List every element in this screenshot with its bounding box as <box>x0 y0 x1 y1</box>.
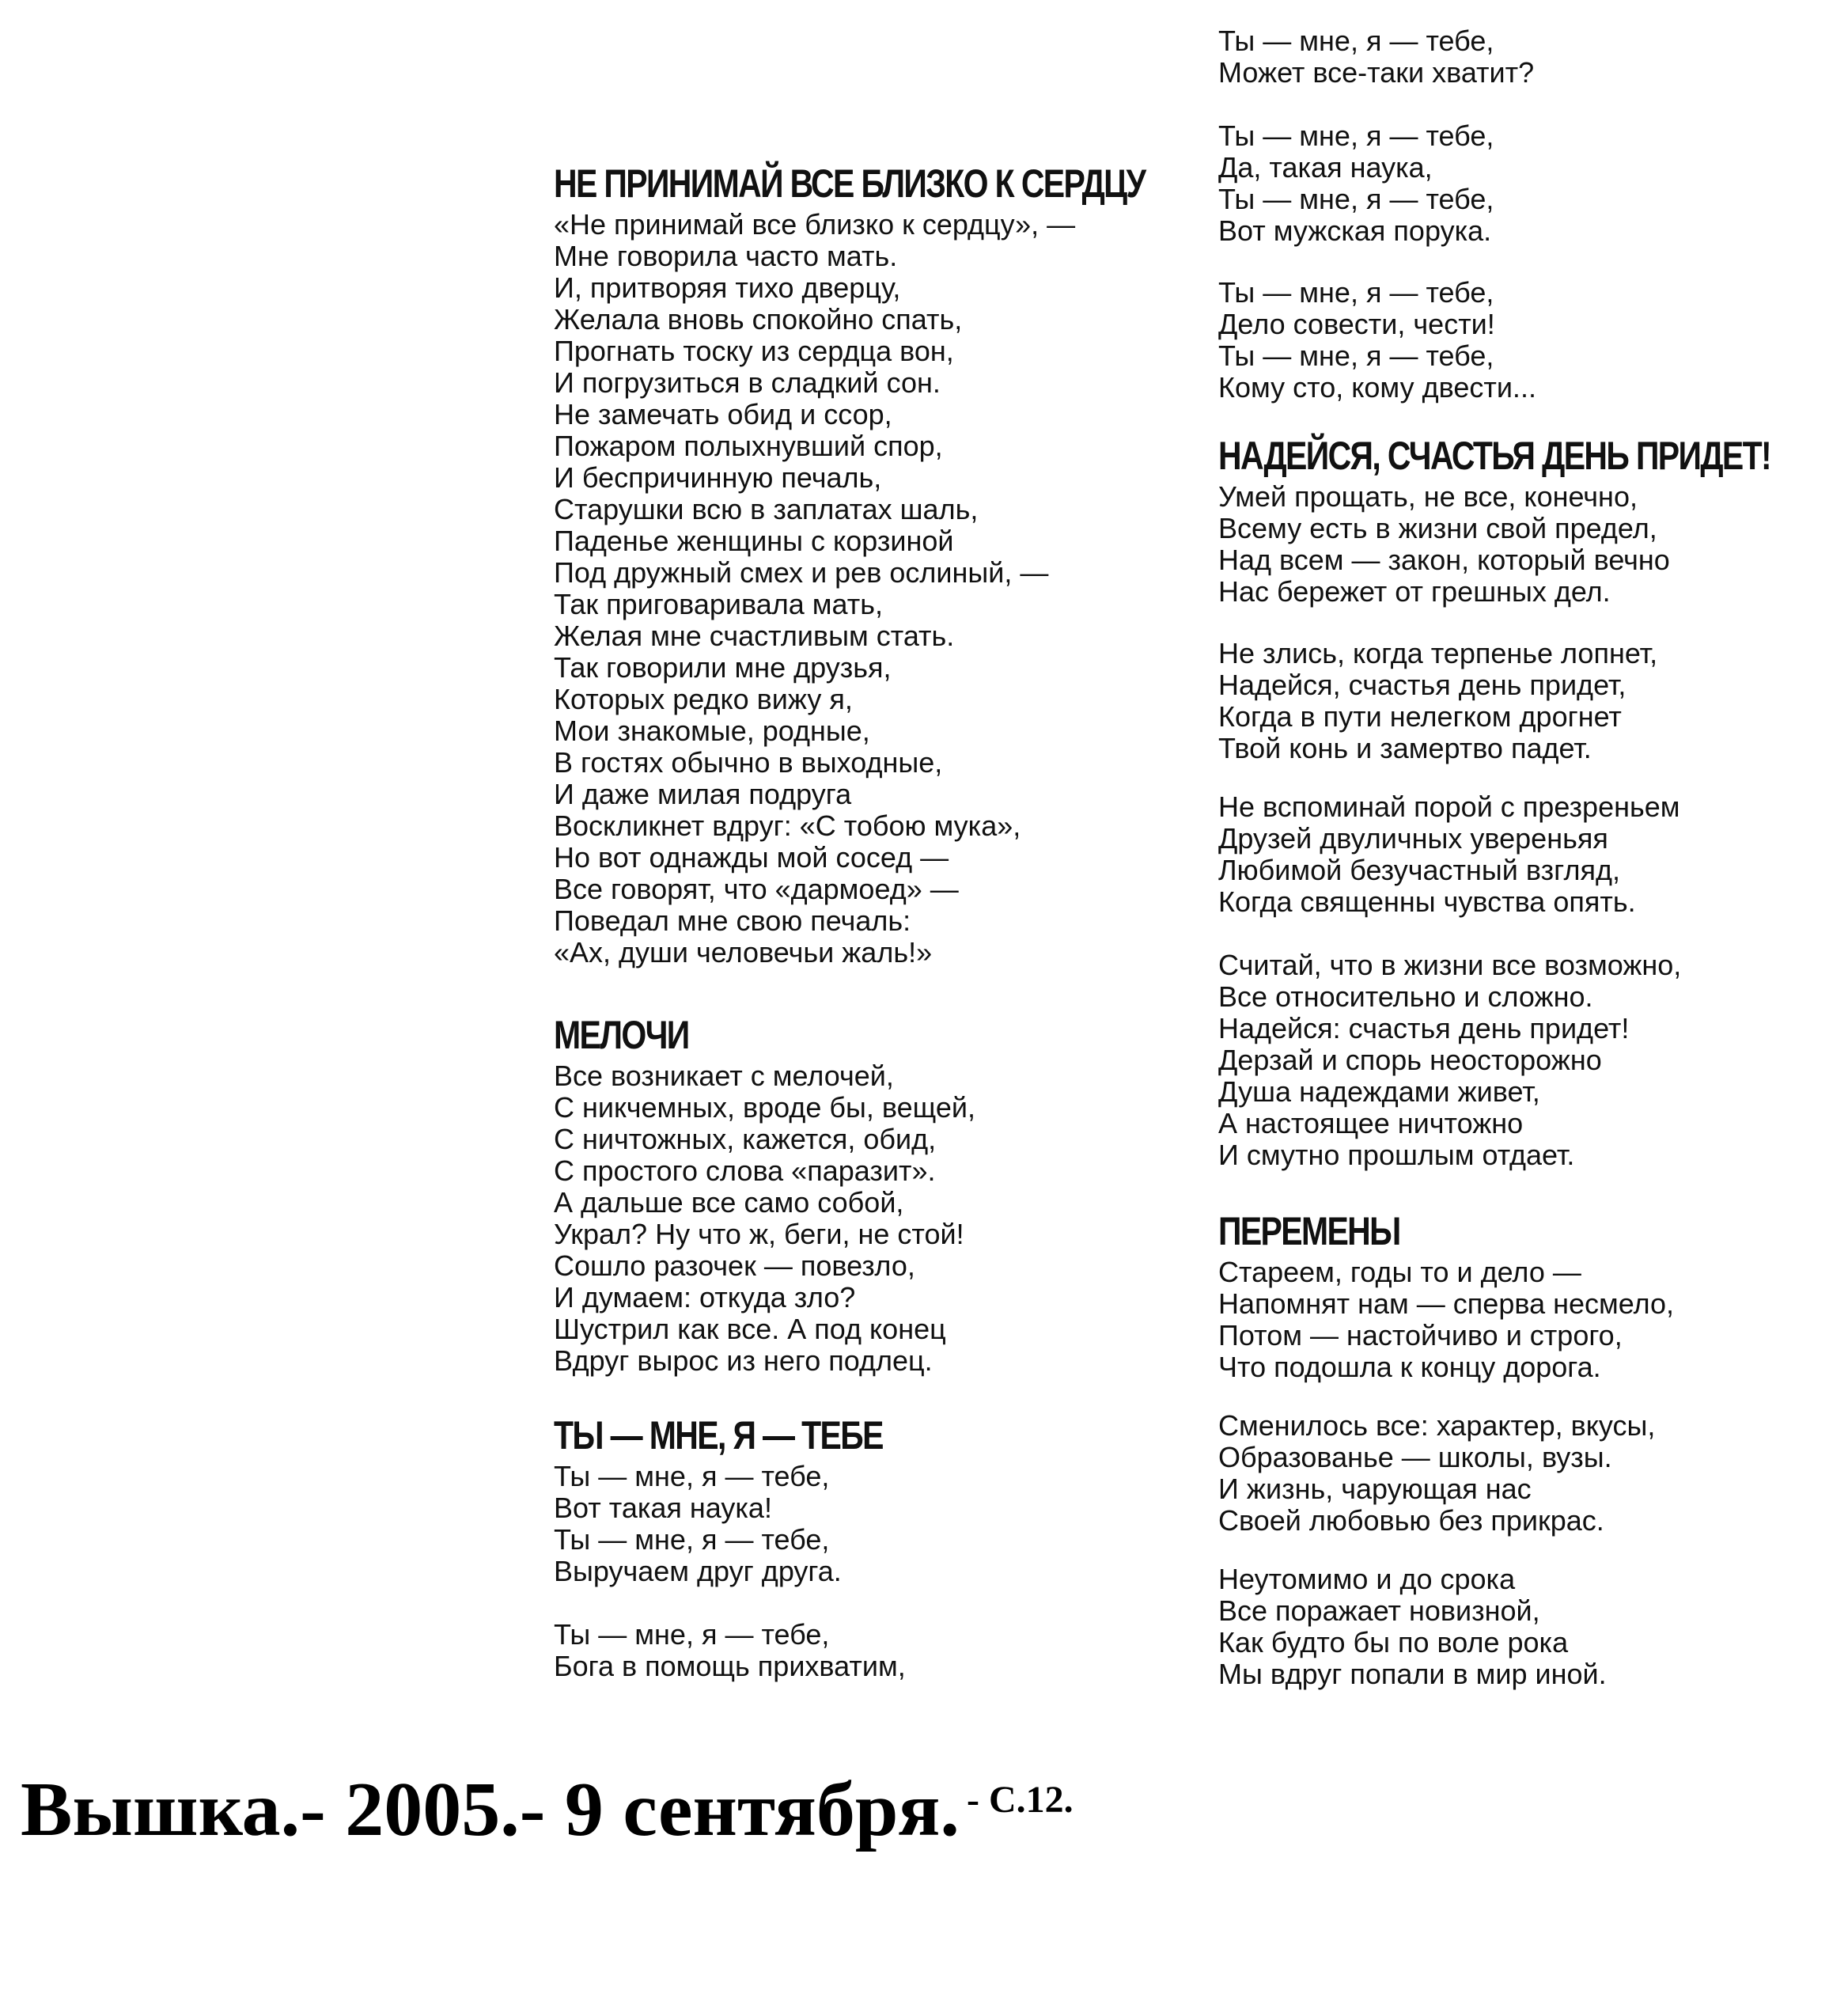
poem-stanza-peremeny-1 <box>1218 1257 1674 1383</box>
poem-line: Ты — мне, я — тебе, <box>554 1523 830 1556</box>
poem-line: Так приговаривала мать, <box>554 588 884 620</box>
poem-line: Своей любовью без прикрас. <box>1218 1504 1604 1537</box>
poem-body-ne-prinimai <box>554 209 1075 969</box>
poem-stanza-ty-mne-4 <box>1218 120 1494 247</box>
poem-line: Когда священны чувства опять. <box>1218 885 1636 918</box>
poem-line: «Ах, души человечьи жаль!» <box>554 936 933 969</box>
poem-line: Когда в пути нелегком дрогнет <box>1218 700 1622 733</box>
poem-stanza-nadeisya-4 <box>1218 950 1681 1171</box>
poem-line: Дело совести, чести! <box>1218 308 1495 340</box>
poem-line: «Не принимай все близко к сердцу», — <box>554 208 1076 241</box>
poem-line: И даже милая подруга <box>554 778 852 810</box>
poem-line: Под дружный смех и рев ослиный, — <box>554 556 1049 589</box>
poem-line: Но вот однажды мой сосед — <box>554 841 949 874</box>
poem-stanza-peremeny-3 <box>1218 1564 1607 1690</box>
poem-line: Ты — мне, я — тебе, <box>1218 119 1494 152</box>
poem-line: Желая мне счастливым стать. <box>554 620 955 652</box>
poem-line: Шустрил как все. А под конец <box>554 1313 946 1345</box>
poem-title-ty-mne: ТЫ — МНЕ, Я — ТЕБЕ <box>554 1413 883 1458</box>
poem-line: Как будто бы по воле рока <box>1218 1626 1569 1659</box>
poem-title-peremeny: ПЕРЕМЕНЫ <box>1218 1209 1400 1253</box>
poem-line: Друзей двуличных увереньяя <box>1218 822 1608 855</box>
poem-line: Все возникает с мелочей, <box>554 1060 894 1092</box>
poem-line: Мои знакомые, родные, <box>554 715 870 747</box>
poem-line: Любимой безучастный взгляд, <box>1218 854 1620 886</box>
poem-line: Что подошла к концу дорога. <box>1218 1351 1601 1383</box>
poem-line: И жизнь, чарующая нас <box>1218 1473 1532 1505</box>
poem-line: Сменилось все: характер, вкусы, <box>1218 1409 1656 1442</box>
poem-line: Все говорят, что «дармоед» — <box>554 873 959 905</box>
poem-line: И думаем: откуда зло? <box>554 1281 856 1314</box>
poem-stanza-ty-mne-3 <box>1218 25 1534 89</box>
poem-stanza-peremeny-2 <box>1218 1410 1655 1537</box>
poem-line: Нас бережет от грешных дел. <box>1218 575 1611 608</box>
poem-line: И, притворяя тихо дверцу, <box>554 271 901 304</box>
poem-title-ne-prinimai: НЕ ПРИНИМАЙ ВСЕ БЛИЗКО К СЕРДЦУ <box>554 161 1146 206</box>
poem-line: Ты — мне, я — тебе, <box>1218 183 1494 215</box>
poem-line: Ты — мне, я — тебе, <box>554 1618 830 1651</box>
poem-line: Вдруг вырос из него подлец. <box>554 1344 933 1377</box>
poem-line: Надейся, счастья день придет, <box>1218 669 1626 701</box>
poem-line: В гостях обычно в выходные, <box>554 746 943 779</box>
poem-line: Все поражает новизной, <box>1218 1594 1540 1627</box>
poem-line: Поведал мне свою печаль: <box>554 904 911 937</box>
poem-stanza-ty-mne-1 <box>554 1461 842 1587</box>
source-citation: Вышка.- 2005.- 9 сентября. <box>21 1767 960 1852</box>
poem-line: С простого слова «паразит». <box>554 1154 936 1187</box>
poem-line: Сошло разочек — повезло, <box>554 1249 915 1282</box>
poem-line: Мы вдруг попали в мир иной. <box>1218 1658 1607 1690</box>
poem-line: С ничтожных, кажется, обид, <box>554 1123 937 1155</box>
poem-line: Вот такая наука! <box>554 1492 772 1524</box>
poem-line: Неутомимо и до срока <box>1218 1563 1516 1595</box>
poem-line: Напомнят нам — сперва несмело, <box>1218 1287 1674 1320</box>
poem-line: Паденье женщины с корзиной <box>554 525 954 557</box>
poem-title-melochi: МЕЛОЧИ <box>554 1013 689 1057</box>
poem-line: Не замечать обид и ссор, <box>554 398 892 430</box>
poem-line: Да, такая наука, <box>1218 151 1433 184</box>
poem-stanza-ty-mne-5 <box>1218 277 1536 404</box>
poem-line: Все относительно и сложно. <box>1218 980 1593 1013</box>
poem-line: Образованье — школы, вузы. <box>1218 1441 1612 1473</box>
poem-line: С никчемных, вроде бы, вещей, <box>554 1091 976 1124</box>
poem-line: Твой конь и замертво падет. <box>1218 732 1592 764</box>
poem-line: А настоящее ничтожно <box>1218 1107 1524 1139</box>
poem-line: Которых редко вижу я, <box>554 683 853 715</box>
poem-line: Кому сто, кому двести... <box>1218 371 1536 404</box>
poem-stanza-nadeisya-3 <box>1218 791 1680 918</box>
poem-line: Над всем — закон, который вечно <box>1218 544 1670 576</box>
poem-stanza-nadeisya-2 <box>1218 638 1657 764</box>
poem-stanza-nadeisya-1 <box>1218 481 1670 608</box>
poem-line: Потом — настойчиво и строго, <box>1218 1319 1623 1351</box>
poem-line: И беспричинную печаль, <box>554 461 882 494</box>
poem-line: Не злись, когда терпенье лопнет, <box>1218 637 1658 669</box>
poem-line: Всему есть в жизни свой предел, <box>1218 512 1657 544</box>
poem-line: Ты — мне, я — тебе, <box>1218 276 1494 309</box>
poem-line: Дерзай и спорь неосторожно <box>1218 1044 1602 1076</box>
poem-line: А дальше все само собой, <box>554 1186 904 1219</box>
poem-line: Душа надеждами живет, <box>1218 1075 1540 1108</box>
poem-line: Ты — мне, я — тебе, <box>554 1460 830 1492</box>
poem-line: Не вспоминай порой с презреньем <box>1218 790 1680 823</box>
poem-title-nadeisya: НАДЕЙСЯ, СЧАСТЬЯ ДЕНЬ ПРИДЕТ! <box>1218 434 1771 478</box>
poem-line: Желала вновь спокойно спать, <box>554 303 963 335</box>
poem-line: Пожаром полыхнувший спор, <box>554 430 943 462</box>
poem-line: Воскликнет вдруг: «С тобою мука», <box>554 809 1021 842</box>
poem-line: Выручаем друг друга. <box>554 1555 842 1587</box>
poem-line: Ты — мне, я — тебе, <box>1218 339 1494 372</box>
poem-line: Так говорили мне друзья, <box>554 651 892 684</box>
poem-line: Стареем, годы то и дело — <box>1218 1256 1581 1288</box>
poem-line: И смутно прошлым отдает. <box>1218 1139 1575 1171</box>
poem-stanza-ty-mne-2 <box>554 1619 906 1682</box>
poem-line: И погрузиться в сладкий сон. <box>554 366 941 399</box>
poem-body-melochi <box>554 1060 975 1377</box>
poem-line: Ты — мне, я — тебе, <box>1218 25 1494 57</box>
poem-line: Украл? Ну что ж, беги, не стой! <box>554 1218 964 1250</box>
poem-line: Вот мужская порука. <box>1218 214 1492 247</box>
poem-line: Прогнать тоску из сердца вон, <box>554 335 954 367</box>
poem-line: Бога в помощь прихватим, <box>554 1650 906 1682</box>
poem-line: Надейся: счастья день придет! <box>1218 1012 1630 1044</box>
poem-line: Мне говорила часто мать. <box>554 240 898 272</box>
poem-line: Может все-таки хватит? <box>1218 56 1535 89</box>
poem-line: Умей прощать, не все, конечно, <box>1218 480 1638 513</box>
poem-line: Старушки всю в заплатах шаль, <box>554 493 979 525</box>
poem-line: Считай, что в жизни все возможно, <box>1218 949 1682 981</box>
page-reference: - С.12. <box>967 1779 1074 1821</box>
